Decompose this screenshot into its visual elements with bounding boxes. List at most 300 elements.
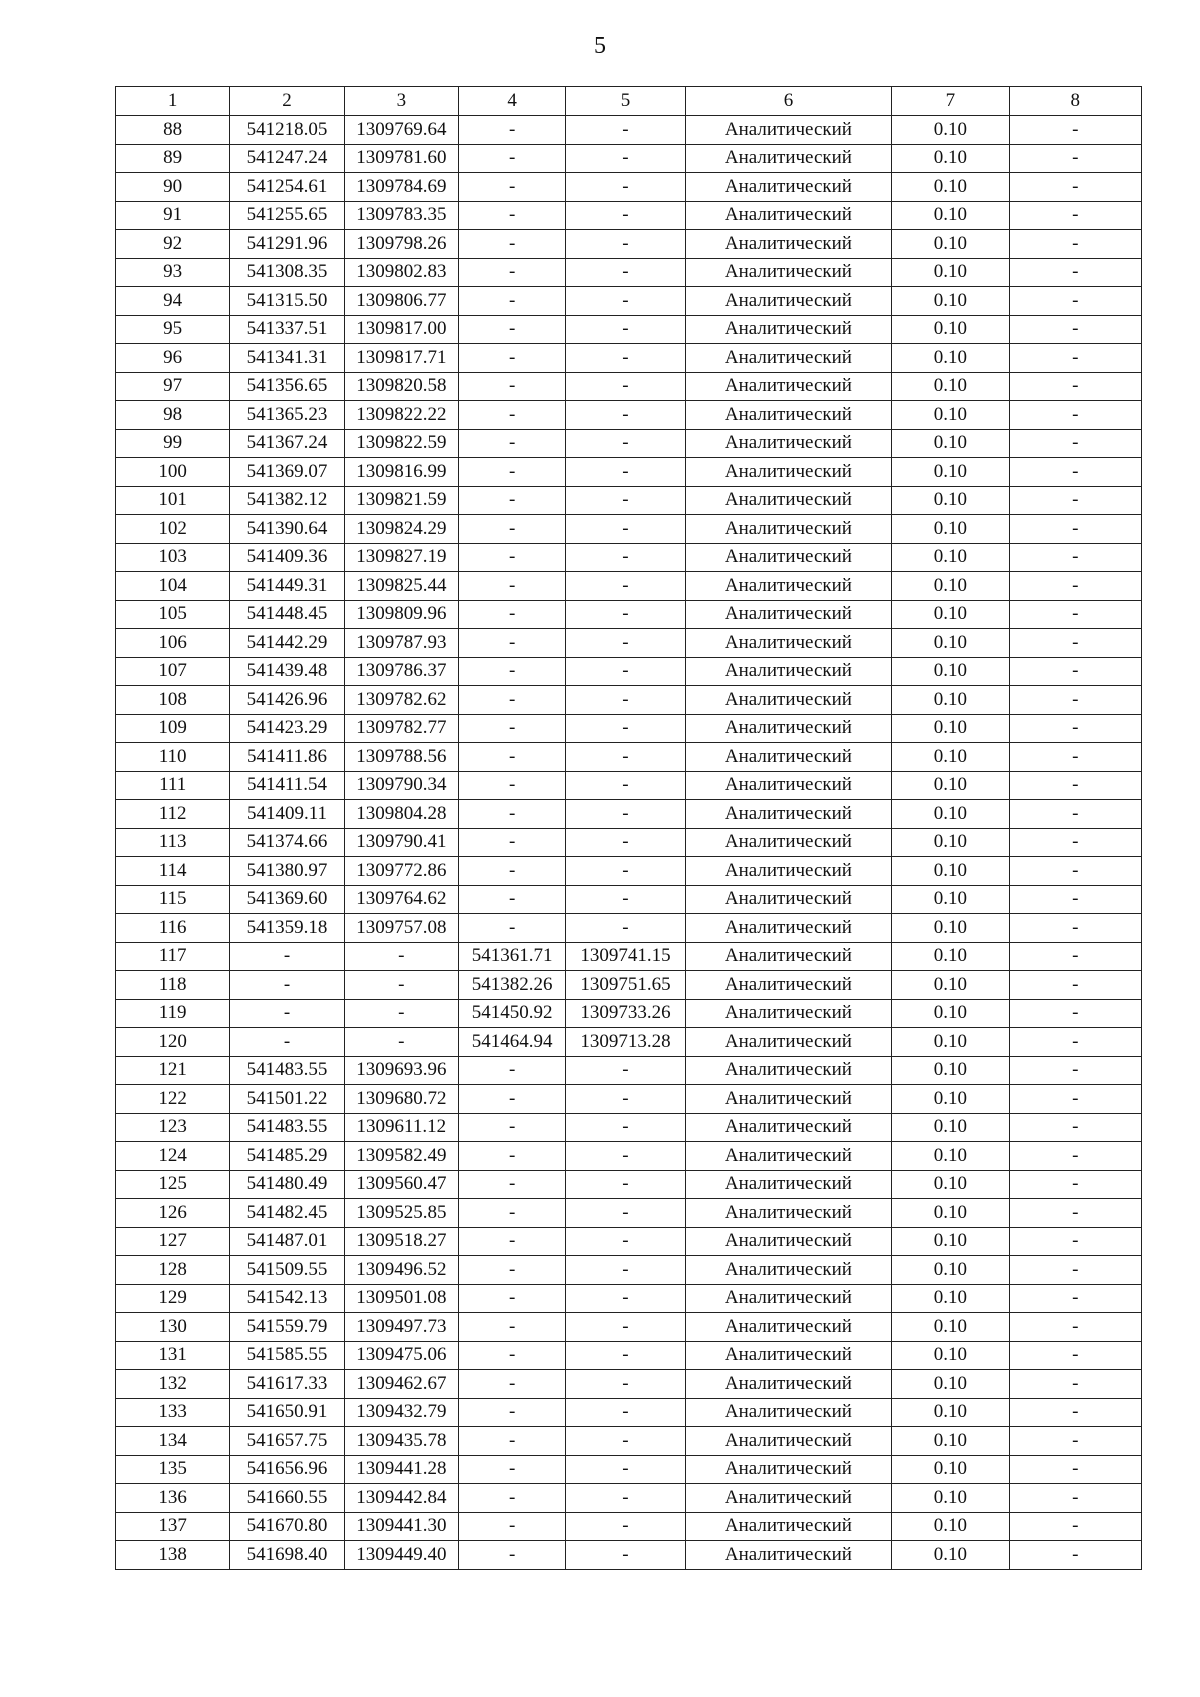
table-cell-col-8: - (1009, 116, 1141, 145)
table-cell-col-3: 1309809.96 (344, 600, 458, 629)
table-cell-col-4: - (458, 914, 565, 943)
table-cell-col-2: 541617.33 (230, 1370, 344, 1399)
table-cell-col-2: 541559.79 (230, 1313, 344, 1342)
table-cell-col-4: - (458, 885, 565, 914)
table-cell-col-5: - (566, 1227, 685, 1256)
table-cell-col-3: 1309462.67 (344, 1370, 458, 1399)
table-cell-col-8: - (1009, 771, 1141, 800)
table-cell-col-6: Аналитический (685, 1427, 892, 1456)
table-cell-col-1: 106 (116, 629, 230, 658)
table-row (116, 971, 1142, 1000)
table-cell-col-6: Аналитический (685, 201, 892, 230)
table-cell-col-8: - (1009, 201, 1141, 230)
table-cell-col-3: 1309582.49 (344, 1142, 458, 1171)
table-cell-col-4: - (458, 1170, 565, 1199)
table-cell-col-7: 0.10 (892, 116, 1009, 145)
table-row (116, 1313, 1142, 1342)
table-cell-col-7: 0.10 (892, 486, 1009, 515)
table-cell-col-7: 0.10 (892, 1113, 1009, 1142)
table-cell-col-8: - (1009, 1541, 1141, 1570)
table-cell-col-4: - (458, 1199, 565, 1228)
table-cell-col-4: - (458, 657, 565, 686)
table-cell-col-4: - (458, 1313, 565, 1342)
table-cell-col-8: - (1009, 1398, 1141, 1427)
table-cell-col-3: 1309611.12 (344, 1113, 458, 1142)
table-cell-col-7: 0.10 (892, 1370, 1009, 1399)
table-cell-col-3: 1309435.78 (344, 1427, 458, 1456)
table-cell-col-7: 0.10 (892, 942, 1009, 971)
column-header: 5 (566, 87, 685, 116)
column-header: 3 (344, 87, 458, 116)
table-cell-col-4: - (458, 258, 565, 287)
table-cell-col-5: - (566, 885, 685, 914)
table-cell-col-4: - (458, 1341, 565, 1370)
table-row (116, 1085, 1142, 1114)
table-cell-col-3: 1309782.77 (344, 714, 458, 743)
table-cell-col-7: 0.10 (892, 372, 1009, 401)
table-row (116, 173, 1142, 202)
table-cell-col-8: - (1009, 743, 1141, 772)
table-cell-col-8: - (1009, 1227, 1141, 1256)
table-cell-col-5: - (566, 1313, 685, 1342)
table-cell-col-5: - (566, 1056, 685, 1085)
table-cell-col-1: 92 (116, 230, 230, 259)
table-cell-col-7: 0.10 (892, 1313, 1009, 1342)
table-row (116, 885, 1142, 914)
table-cell-col-8: - (1009, 714, 1141, 743)
table-cell-col-6: Аналитический (685, 999, 892, 1028)
table-cell-col-7: 0.10 (892, 800, 1009, 829)
table-cell-col-2: 541698.40 (230, 1541, 344, 1570)
table-cell-col-4: - (458, 857, 565, 886)
table-row (116, 1455, 1142, 1484)
table-cell-col-1: 88 (116, 116, 230, 145)
table-cell-col-2: 541480.49 (230, 1170, 344, 1199)
table-cell-col-3: - (344, 971, 458, 1000)
table-cell-col-7: 0.10 (892, 144, 1009, 173)
table-cell-col-6: Аналитический (685, 657, 892, 686)
table-cell-col-3: 1309790.41 (344, 828, 458, 857)
table-cell-col-6: Аналитический (685, 942, 892, 971)
table-cell-col-5: - (566, 344, 685, 373)
table-cell-col-5: - (566, 572, 685, 601)
table-cell-col-6: Аналитический (685, 771, 892, 800)
table-cell-col-1: 120 (116, 1028, 230, 1057)
table-cell-col-5: - (566, 1085, 685, 1114)
table-cell-col-5: - (566, 771, 685, 800)
table-cell-col-4: - (458, 173, 565, 202)
table-cell-col-4: - (458, 1512, 565, 1541)
table-cell-col-7: 0.10 (892, 1028, 1009, 1057)
table-cell-col-1: 99 (116, 429, 230, 458)
table-cell-col-1: 124 (116, 1142, 230, 1171)
column-header: 1 (116, 87, 230, 116)
table-cell-col-2: 541657.75 (230, 1427, 344, 1456)
table-cell-col-8: - (1009, 1341, 1141, 1370)
table-cell-col-5: - (566, 1256, 685, 1285)
table-cell-col-4: - (458, 1484, 565, 1513)
table-cell-col-7: 0.10 (892, 999, 1009, 1028)
table-cell-col-2: 541483.55 (230, 1056, 344, 1085)
table-cell-col-7: 0.10 (892, 1341, 1009, 1370)
table-row (116, 344, 1142, 373)
table-cell-col-5: - (566, 458, 685, 487)
table-cell-col-4: - (458, 714, 565, 743)
table-row (116, 828, 1142, 857)
table-cell-col-7: 0.10 (892, 1512, 1009, 1541)
table-cell-col-3: 1309817.00 (344, 315, 458, 344)
table-cell-col-4: - (458, 429, 565, 458)
table-cell-col-6: Аналитический (685, 230, 892, 259)
table-row (116, 372, 1142, 401)
table-cell-col-5: - (566, 686, 685, 715)
table-cell-col-5: 1309733.26 (566, 999, 685, 1028)
table-cell-col-6: Аналитический (685, 600, 892, 629)
table-cell-col-3: 1309769.64 (344, 116, 458, 145)
table-cell-col-1: 114 (116, 857, 230, 886)
table-cell-col-5: - (566, 1541, 685, 1570)
table-cell-col-8: - (1009, 1170, 1141, 1199)
table-cell-col-7: 0.10 (892, 173, 1009, 202)
table-cell-col-4: - (458, 486, 565, 515)
table-cell-col-3: 1309822.22 (344, 401, 458, 430)
table-cell-col-4: - (458, 1142, 565, 1171)
table-cell-col-7: 0.10 (892, 1284, 1009, 1313)
table-cell-col-2: 541308.35 (230, 258, 344, 287)
table-row (116, 572, 1142, 601)
table-row (116, 629, 1142, 658)
table-cell-col-6: Аналитический (685, 1484, 892, 1513)
table-cell-col-5: - (566, 1113, 685, 1142)
table-cell-col-2: 541483.55 (230, 1113, 344, 1142)
table-cell-col-5: - (566, 372, 685, 401)
table-row (116, 543, 1142, 572)
table-cell-col-5: - (566, 1199, 685, 1228)
table-cell-col-3: 1309757.08 (344, 914, 458, 943)
table-cell-col-7: 0.10 (892, 914, 1009, 943)
table-cell-col-3: 1309783.35 (344, 201, 458, 230)
table-cell-col-2: - (230, 1028, 344, 1057)
column-header: 6 (685, 87, 892, 116)
table-cell-col-1: 113 (116, 828, 230, 857)
table-cell-col-2: 541585.55 (230, 1341, 344, 1370)
table-cell-col-3: 1309827.19 (344, 543, 458, 572)
table-cell-col-3: 1309560.47 (344, 1170, 458, 1199)
table-cell-col-5: - (566, 1484, 685, 1513)
table-cell-col-2: 541650.91 (230, 1398, 344, 1427)
table-row (116, 230, 1142, 259)
table-cell-col-4: - (458, 230, 565, 259)
table-cell-col-5: - (566, 1370, 685, 1399)
table-cell-col-4: 541450.92 (458, 999, 565, 1028)
table-cell-col-5: - (566, 230, 685, 259)
table-row (116, 144, 1142, 173)
table-cell-col-6: Аналитический (685, 1313, 892, 1342)
table-cell-col-6: Аналитический (685, 828, 892, 857)
table-cell-col-5: - (566, 543, 685, 572)
table-cell-col-2: 541411.86 (230, 743, 344, 772)
table-cell-col-2: 541485.29 (230, 1142, 344, 1171)
table-cell-col-7: 0.10 (892, 429, 1009, 458)
table-row (116, 857, 1142, 886)
table-cell-col-1: 126 (116, 1199, 230, 1228)
table-cell-col-3: 1309787.93 (344, 629, 458, 658)
table-cell-col-7: 0.10 (892, 771, 1009, 800)
table-cell-col-8: - (1009, 1370, 1141, 1399)
table-cell-col-3: 1309786.37 (344, 657, 458, 686)
table-cell-col-1: 129 (116, 1284, 230, 1313)
table-cell-col-8: - (1009, 971, 1141, 1000)
table-cell-col-7: 0.10 (892, 1541, 1009, 1570)
table-cell-col-7: 0.10 (892, 743, 1009, 772)
table-cell-col-4: - (458, 543, 565, 572)
table-cell-col-1: 98 (116, 401, 230, 430)
table-cell-col-3: 1309821.59 (344, 486, 458, 515)
table-row (116, 515, 1142, 544)
table-cell-col-2: 541382.12 (230, 486, 344, 515)
table-cell-col-8: - (1009, 600, 1141, 629)
table-cell-col-6: Аналитический (685, 543, 892, 572)
table-cell-col-2: 541409.36 (230, 543, 344, 572)
table-cell-col-5: - (566, 515, 685, 544)
table-cell-col-6: Аналитический (685, 372, 892, 401)
table-cell-col-3: 1309824.29 (344, 515, 458, 544)
table-cell-col-1: 130 (116, 1313, 230, 1342)
table-row (116, 1199, 1142, 1228)
table-cell-col-1: 138 (116, 1541, 230, 1570)
table-row (116, 458, 1142, 487)
table-cell-col-6: Аналитический (685, 1227, 892, 1256)
table-cell-col-2: 541449.31 (230, 572, 344, 601)
table-cell-col-1: 122 (116, 1085, 230, 1114)
table-cell-col-7: 0.10 (892, 201, 1009, 230)
table-cell-col-6: Аналитический (685, 1455, 892, 1484)
table-cell-col-4: - (458, 515, 565, 544)
table-cell-col-2: 541660.55 (230, 1484, 344, 1513)
table-cell-col-4: - (458, 144, 565, 173)
table-cell-col-1: 125 (116, 1170, 230, 1199)
table-cell-col-8: - (1009, 800, 1141, 829)
table-cell-col-4: - (458, 1370, 565, 1399)
table-cell-col-1: 135 (116, 1455, 230, 1484)
table-cell-col-2: 541365.23 (230, 401, 344, 430)
table-cell-col-8: - (1009, 1427, 1141, 1456)
table-cell-col-1: 96 (116, 344, 230, 373)
table-cell-col-5: - (566, 714, 685, 743)
table-cell-col-5: - (566, 1284, 685, 1313)
table-cell-col-3: 1309820.58 (344, 372, 458, 401)
table-cell-col-1: 97 (116, 372, 230, 401)
table-cell-col-8: - (1009, 258, 1141, 287)
table-cell-col-5: - (566, 1341, 685, 1370)
table-cell-col-1: 95 (116, 315, 230, 344)
table-cell-col-4: - (458, 287, 565, 316)
table-row (116, 999, 1142, 1028)
table-cell-col-7: 0.10 (892, 543, 1009, 572)
table-cell-col-4: - (458, 828, 565, 857)
table-cell-col-6: Аналитический (685, 1398, 892, 1427)
table-cell-col-2: 541369.07 (230, 458, 344, 487)
table-cell-col-3: 1309772.86 (344, 857, 458, 886)
table-cell-col-3: 1309825.44 (344, 572, 458, 601)
table-row (116, 714, 1142, 743)
table-cell-col-6: Аналитический (685, 714, 892, 743)
table-cell-col-1: 109 (116, 714, 230, 743)
table-cell-col-4: - (458, 771, 565, 800)
table-cell-col-7: 0.10 (892, 1199, 1009, 1228)
table-cell-col-6: Аналитический (685, 458, 892, 487)
table-cell-col-3: 1309432.79 (344, 1398, 458, 1427)
table-cell-col-4: 541382.26 (458, 971, 565, 1000)
table-cell-col-6: Аналитический (685, 971, 892, 1000)
table-body (116, 116, 1142, 1570)
table-cell-col-5: - (566, 1512, 685, 1541)
table-row (116, 1256, 1142, 1285)
table-cell-col-8: - (1009, 287, 1141, 316)
table-cell-col-7: 0.10 (892, 230, 1009, 259)
table-cell-col-2: 541670.80 (230, 1512, 344, 1541)
table-cell-col-7: 0.10 (892, 1427, 1009, 1456)
table-cell-col-5: - (566, 800, 685, 829)
table-cell-col-7: 0.10 (892, 1398, 1009, 1427)
table-cell-col-5: - (566, 1427, 685, 1456)
table-cell-col-3: 1309518.27 (344, 1227, 458, 1256)
table-row (116, 914, 1142, 943)
table-row (116, 1398, 1142, 1427)
table-cell-col-8: - (1009, 1455, 1141, 1484)
table-cell-col-3: 1309441.28 (344, 1455, 458, 1484)
table-cell-col-2: 541448.45 (230, 600, 344, 629)
table-cell-col-8: - (1009, 686, 1141, 715)
table-cell-col-1: 102 (116, 515, 230, 544)
table-cell-col-8: - (1009, 315, 1141, 344)
table-row (116, 1028, 1142, 1057)
table-cell-col-4: - (458, 1541, 565, 1570)
table-cell-col-1: 128 (116, 1256, 230, 1285)
table-cell-col-2: 541255.65 (230, 201, 344, 230)
table-cell-col-8: - (1009, 999, 1141, 1028)
table-cell-col-1: 127 (116, 1227, 230, 1256)
table-cell-col-2: 541426.96 (230, 686, 344, 715)
table-cell-col-5: - (566, 1170, 685, 1199)
table-row (116, 401, 1142, 430)
table-cell-col-4: - (458, 600, 565, 629)
table-cell-col-2: 541367.24 (230, 429, 344, 458)
table-row (116, 1484, 1142, 1513)
table-cell-col-5: - (566, 600, 685, 629)
coordinates-table (115, 86, 1142, 1570)
table-cell-col-3: 1309806.77 (344, 287, 458, 316)
table-cell-col-4: - (458, 116, 565, 145)
table-row (116, 486, 1142, 515)
table-cell-col-3: 1309496.52 (344, 1256, 458, 1285)
table-cell-col-4: - (458, 800, 565, 829)
table-row (116, 201, 1142, 230)
table-cell-col-6: Аналитический (685, 116, 892, 145)
table-cell-col-5: - (566, 1455, 685, 1484)
table-cell-col-2: 541380.97 (230, 857, 344, 886)
table-cell-col-5: 1309713.28 (566, 1028, 685, 1057)
table-cell-col-2: 541337.51 (230, 315, 344, 344)
table-cell-col-3: - (344, 942, 458, 971)
table-cell-col-3: 1309802.83 (344, 258, 458, 287)
table-cell-col-4: - (458, 344, 565, 373)
table-cell-col-4: - (458, 1227, 565, 1256)
table-cell-col-7: 0.10 (892, 600, 1009, 629)
table-cell-col-5: - (566, 828, 685, 857)
table-cell-col-3: 1309442.84 (344, 1484, 458, 1513)
table-cell-col-4: - (458, 372, 565, 401)
table-cell-col-1: 105 (116, 600, 230, 629)
table-cell-col-4: - (458, 1056, 565, 1085)
table-cell-col-6: Аналитический (685, 287, 892, 316)
table-cell-col-4: - (458, 1455, 565, 1484)
table-row (116, 1227, 1142, 1256)
table-cell-col-3: 1309822.59 (344, 429, 458, 458)
table-row (116, 771, 1142, 800)
table-cell-col-2: 541439.48 (230, 657, 344, 686)
table-cell-col-3: 1309817.71 (344, 344, 458, 373)
table-cell-col-1: 133 (116, 1398, 230, 1427)
table-cell-col-3: - (344, 999, 458, 1028)
table-row (116, 116, 1142, 145)
table-cell-col-6: Аналитический (685, 144, 892, 173)
table-cell-col-1: 89 (116, 144, 230, 173)
table-cell-col-1: 104 (116, 572, 230, 601)
table-cell-col-8: - (1009, 1512, 1141, 1541)
table-cell-col-4: - (458, 401, 565, 430)
table-cell-col-1: 91 (116, 201, 230, 230)
table-row (116, 1512, 1142, 1541)
table-cell-col-6: Аналитический (685, 1284, 892, 1313)
table-cell-col-3: 1309449.40 (344, 1541, 458, 1570)
table-cell-col-8: - (1009, 942, 1141, 971)
table-cell-col-1: 136 (116, 1484, 230, 1513)
table-row (116, 743, 1142, 772)
table-cell-col-7: 0.10 (892, 857, 1009, 886)
table-cell-col-6: Аналитический (685, 1341, 892, 1370)
table-cell-col-7: 0.10 (892, 1085, 1009, 1114)
table-cell-col-2: 541390.64 (230, 515, 344, 544)
table-cell-col-7: 0.10 (892, 629, 1009, 658)
table-cell-col-6: Аналитический (685, 344, 892, 373)
table-row (116, 686, 1142, 715)
table-cell-col-5: - (566, 173, 685, 202)
table-cell-col-2: 541509.55 (230, 1256, 344, 1285)
table-cell-col-2: 541218.05 (230, 116, 344, 145)
table-cell-col-6: Аналитический (685, 258, 892, 287)
table-cell-col-6: Аналитический (685, 486, 892, 515)
table-cell-col-7: 0.10 (892, 401, 1009, 430)
table-cell-col-7: 0.10 (892, 1056, 1009, 1085)
table-cell-col-8: - (1009, 230, 1141, 259)
table-cell-col-4: - (458, 1085, 565, 1114)
table-cell-col-7: 0.10 (892, 714, 1009, 743)
table-cell-col-5: 1309741.15 (566, 942, 685, 971)
table-cell-col-2: 541423.29 (230, 714, 344, 743)
table-row (116, 1541, 1142, 1570)
table-cell-col-1: 131 (116, 1341, 230, 1370)
table-cell-col-2: 541487.01 (230, 1227, 344, 1256)
table-cell-col-1: 107 (116, 657, 230, 686)
table-cell-col-1: 116 (116, 914, 230, 943)
table-cell-col-8: - (1009, 173, 1141, 202)
table-cell-col-4: - (458, 629, 565, 658)
table-cell-col-8: - (1009, 1028, 1141, 1057)
table-cell-col-8: - (1009, 515, 1141, 544)
table-cell-col-3: 1309784.69 (344, 173, 458, 202)
table-cell-col-4: - (458, 1427, 565, 1456)
